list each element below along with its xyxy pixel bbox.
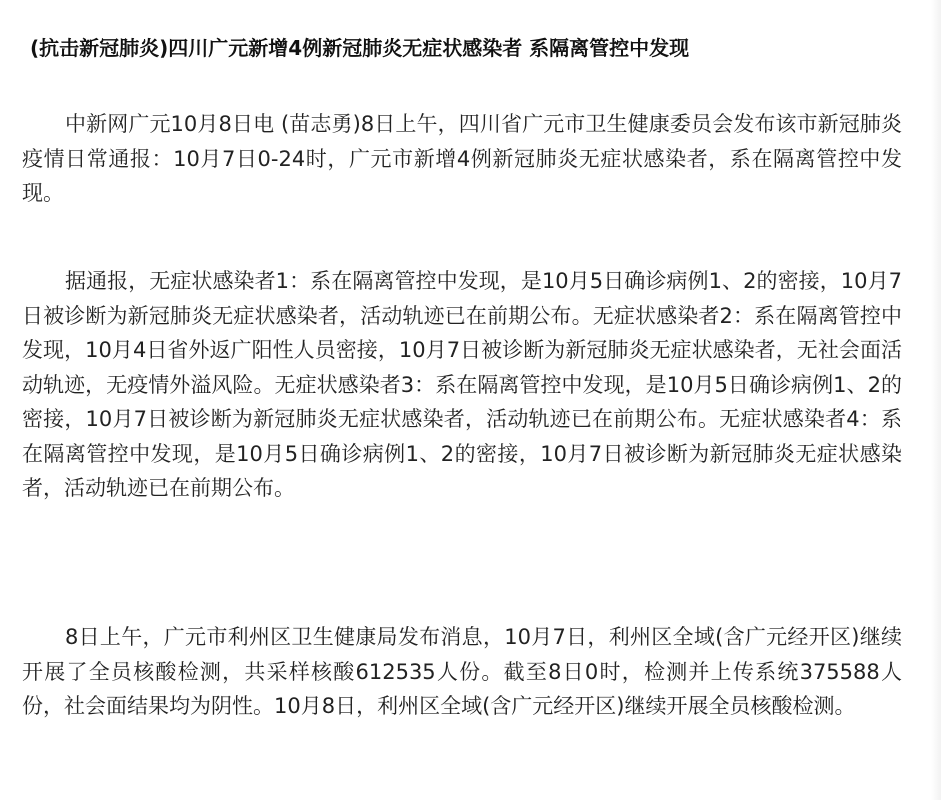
article-paragraph-2: 据通报，无症状感染者1：系在隔离管控中发现，是10月5日确诊病例1、2的密接，10月7日被诊断为新冠肺炎无症状感染者，活动轨迹已在前期公布。无症状感染者2：系在隔离管控中发现，10月4日省外返广阳性人员密接，10月7日被诊断为新冠肺炎无症状感染者，无社会面活动轨迹，无疫情外溢风险。无症状感染者3：系在隔离管控中发现，是10月5日确诊病例1、2的密接，10月7日被诊断为新冠肺炎无症状感染者，活动轨迹已在前期公布。无症状感染者4：系在隔离管控中发现，是10月5日确诊病例1、2的密接，10月7日被诊断为新冠肺炎无症状感染者，活动轨迹已在前期公布。	[22, 269, 902, 500]
article-paragraph-3: 8日上午，广元市利州区卫生健康局发布消息，10月7日，利州区全域(含广元经开区)继续开展了全员核酸检测，共采样核酸612535人份。截至8日0时，检测并上传系统375588人份，社会面结果均为阴性。10月8日，利州区全域(含广元经开区)继续开展全员核酸检测。	[22, 625, 902, 718]
article-headline: (抗击新冠肺炎)四川广元新增4例新冠肺炎无症状感染者 系隔离管控中发现	[30, 36, 690, 60]
article-paragraph-1: 中新网广元10月8日电 (苗志勇)8日上午，四川省广元市卫生健康委员会发布该市新冠肺炎疫情日常通报：10月7日0-24时，广元市新增4例新冠肺炎无症状感染者，系在隔离管控中发现。	[22, 112, 902, 205]
page-edge-shadow	[931, 0, 941, 800]
